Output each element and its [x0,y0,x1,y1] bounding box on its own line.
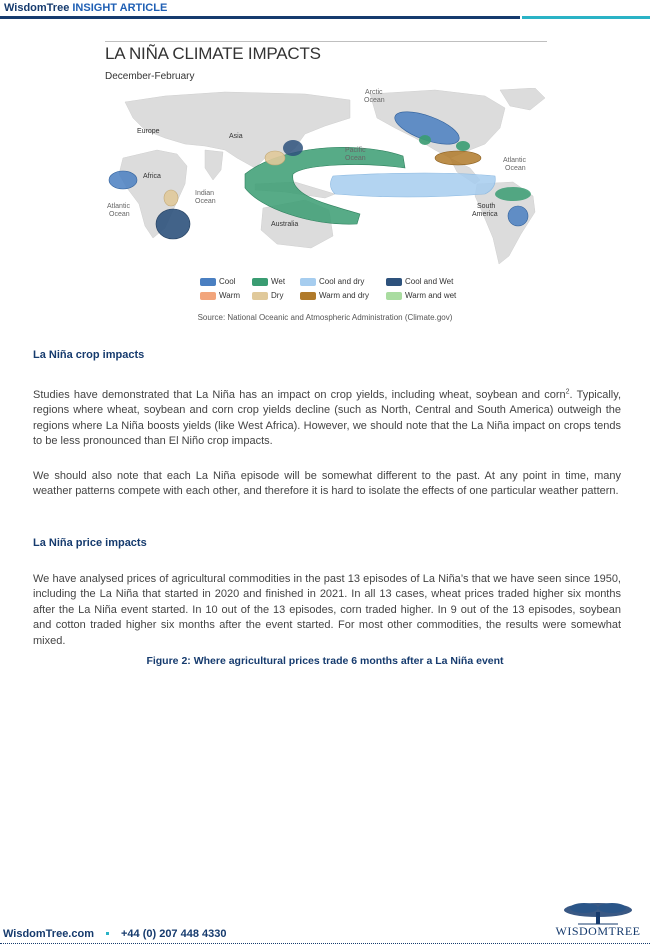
climate-impacts-figure [105,40,547,330]
legend-swatch [200,278,216,286]
paragraph-crop-yields [33,388,621,450]
label-atlantic-right-1: Atlantic [503,157,526,164]
header-rule-navy [0,16,520,19]
label-atlantic-left-2: Ocean [109,211,130,218]
footer-separator [106,932,109,935]
label-asia: Asia [229,133,243,140]
wisdomtree-logo [548,900,648,942]
paragraph-price-analysis: We have analysed prices of agricultural commodities in the past 13 episodes of La Niña’s that we have seen since 1950, including the La Niña that started in 2020 and finished in 2021. In all 13 cases, wheat prices traded higher six months after the La Niña event started. In 10 out of the 13 episodes, corn traded higher. In 9 out of the 13 episodes, soybean and cotton traded higher six months after the event started. For most other commodities, the results were somewhat mixed. [33,573,621,647]
legend-label: Wet [271,277,286,286]
legend-item [386,277,453,286]
tree-icon [548,900,648,926]
footer-contact [3,928,227,940]
label-pacific-2: Ocean [345,155,366,162]
region-china-cool-wet [283,140,303,156]
label-south-america-2: America [472,211,498,218]
legend-label: Cool and Wet [405,277,454,286]
figure-source: Source: National Oceanic and Atmospheric Administration (Climate.gov) [197,313,453,322]
legend-label: Cool and dry [319,277,365,286]
paragraph-crop-yields-text-a: Studies have demonstrated that La Niña has an impact on crop yields, including wheat, soybean and corn [33,389,566,401]
figure-top-rule [105,41,547,42]
legend-item [252,277,285,286]
label-africa: Africa [143,173,161,180]
legend-label: Cool [219,277,236,286]
label-atlantic-left-1: Atlantic [107,203,130,210]
legend-item [200,277,235,286]
legend-swatch [386,292,402,300]
footer-dotted-rule [0,943,650,944]
legend-swatch [386,278,402,286]
legend-item [386,291,456,300]
map-legend [200,277,520,303]
paragraph-crop-yields-text-b: . Typically, regions where wheat, soybean and corn crop yields decline (such as North, Central and South America) outweigh the regions where La Niña boosts yields (like West Africa). However, we should note that the La Niña impact on crops tends to be less pronounced than El Niño crop impacts. [33,389,621,448]
legend-label: Dry [271,291,284,300]
legend-item [300,291,369,300]
header-rule-teal [522,16,650,19]
region-us-north-wet [456,141,470,151]
legend-item [200,291,240,300]
logo-wordmark: WISDOMTREE [555,924,641,938]
footer-phone: +44 (0) 207 448 4330 [120,928,227,940]
legend-swatch [300,278,316,286]
paragraph-episode-differences: We should also note that each La Niña episode will be somewhat different to the past. At any point in time, many weather patterns compete with each other, and therefore it is hard to isolate the effects of one particular weather pattern. [33,470,621,498]
label-south-america-1: South [477,203,496,210]
region-south-africa-cool-wet [156,209,190,239]
region-pacific-cool-dry [330,173,495,197]
footnote-ref-2[interactable]: 2 [565,388,570,396]
legend-label: Warm [219,291,241,300]
region-west-africa-cool [109,171,137,189]
legend-swatch [252,292,268,300]
label-arctic-1: Arctic [365,89,383,96]
region-east-africa-dry [164,190,178,206]
legend-item [300,277,364,286]
legend-swatch [200,292,216,300]
label-europe: Europe [137,128,160,135]
label-indian-2: Ocean [195,198,216,205]
legend-swatch [300,292,316,300]
header-title [4,2,167,14]
page-header [0,0,650,20]
figure-subtitle: December-February [105,71,195,82]
region-south-america-cool [508,206,528,226]
label-australia: Australia [271,221,299,228]
legend-swatch [252,278,268,286]
header-brand: WisdomTree [4,2,70,14]
world-map [105,88,547,266]
legend-item [252,291,283,300]
label-indian-1: Indian [195,190,215,197]
label-pacific-1: Pacific [345,147,366,154]
section-heading-price-impacts: La Niña price impacts [33,537,147,549]
section-heading-crop-impacts: La Niña crop impacts [33,349,145,361]
footer-website-link[interactable]: WisdomTree.com [3,928,94,940]
region-us-south-warm-dry [435,151,481,165]
region-us-east-wet [419,135,431,145]
header-label: INSIGHT ARTICLE [72,2,168,14]
legend-label: Warm and wet [405,291,457,300]
region-caribbean-wet [495,187,531,201]
figure-title: LA NIÑA CLIMATE IMPACTS [105,44,321,63]
figure2-caption: Figure 2: Where agricultural prices trade 6 months after a La Niña event [146,655,504,667]
label-arctic-2: Ocean [364,97,385,104]
label-atlantic-right-2: Ocean [505,165,526,172]
legend-label: Warm and dry [319,291,369,300]
region-india-dry [265,151,285,165]
